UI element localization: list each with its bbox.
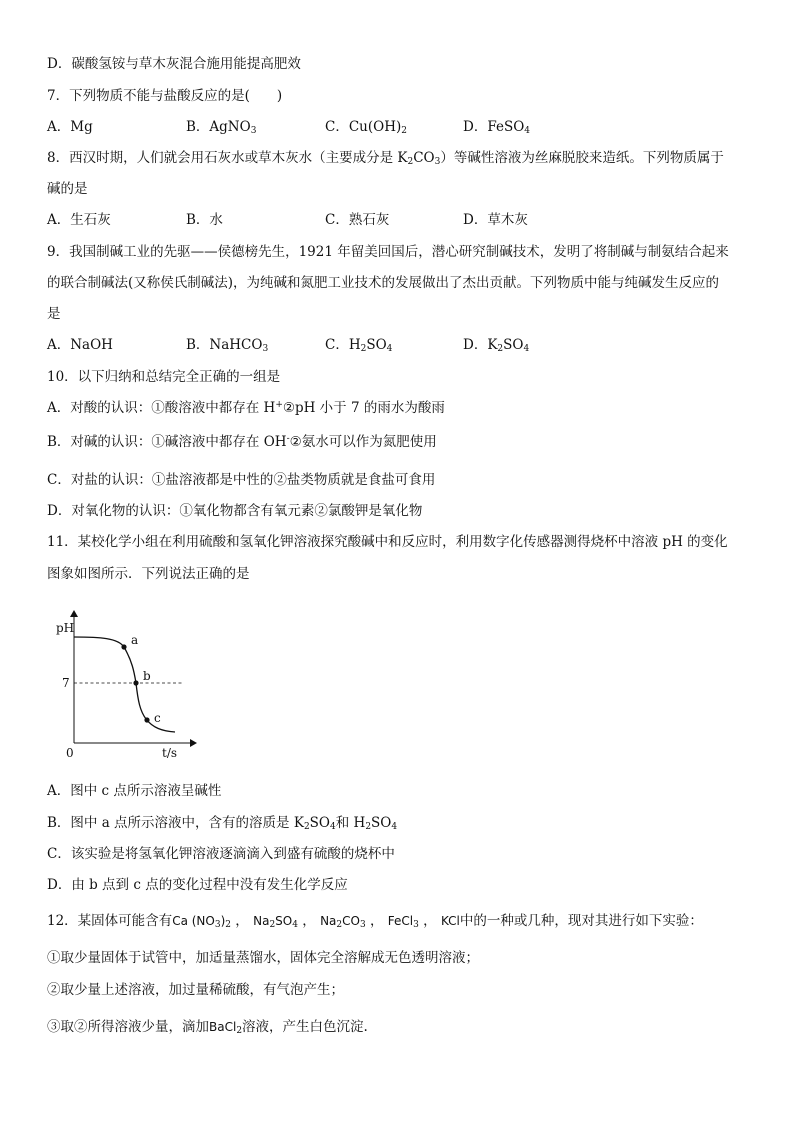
point-b-marker <box>133 680 138 685</box>
q11-option-a: A．图中 c 点所示溶液呈碱性 <box>47 783 222 799</box>
q9-option-c: C．$H_2SO_4$ <box>325 337 393 354</box>
q8-option-a: A．生石灰 <box>47 212 111 228</box>
q11-stem-line1: 11．某校化学小组在利用硫酸和氢氧化钾溶液探究酸碱中和反应时，利用数字化传感器测得烧杯中溶液 pH 的变化 <box>47 534 728 550</box>
point-a-label: a <box>131 633 139 647</box>
q9-stem-line2: 的联合制碱法(又称侯氏制碱法)，为纯碱和氮肥工业技术的发展做出了杰出贡献。下列物质中能与纯碱发生反应的 <box>47 275 720 291</box>
q11-option-c: C．该实验是将氢氧化钾溶液逐滴滴入到盛有硫酸的烧杯中 <box>47 846 395 862</box>
q7-option-c: C．$Cu(OH)_2$ <box>325 119 407 136</box>
q8-stem-line1: 8．西汉时期，人们就会用石灰水或草木灰水（主要成分是 $K_2CO_3$）等碱性溶液为丝麻脱胶来造纸。下列物质属于 <box>47 150 724 167</box>
q8-option-b: B．水 <box>186 212 223 228</box>
q12-step-2: ②取少量上述溶液，加过量稀硫酸，有气泡产生； <box>47 982 344 998</box>
q11-option-d: D．由 b 点到 c 点的变化过程中没有发生化学反应 <box>47 877 348 893</box>
q11-stem-line2: 图象如图所示．下列说法正确的是 <box>47 566 250 582</box>
point-c-marker <box>144 717 149 722</box>
ph-7-label: 7 <box>62 676 70 690</box>
origin-label: 0 <box>66 746 74 760</box>
q8-option-d: D．草木灰 <box>463 212 528 228</box>
q12-step-1: ①取少量固体于试管中，加适量蒸馏水，固体完全溶解成无色透明溶液； <box>47 950 479 966</box>
q6-option-d-text: D．碳酸氢铵与草木灰混合施用能提高肥效 <box>47 56 301 72</box>
ph-titration-graph <box>50 605 210 765</box>
q8-stem-line2: 碱的是 <box>47 181 88 197</box>
q7-option-b: B．AgNO$_3$ <box>186 119 257 136</box>
q10-stem: 10．以下归纳和总结完全正确的一组是 <box>47 369 281 385</box>
point-b-label: b <box>143 669 151 683</box>
q9-option-d: D．$K_2SO_4$ <box>463 337 530 354</box>
q9-stem-line1: 9．我国制碱工业的先驱——侯德榜先生，1921 年留美回国后，潜心研究制碱技术，发明了将制碱与制氨结合起来 <box>47 244 729 260</box>
y-axis-label: pH <box>56 621 75 635</box>
q10-option-a: A．对酸的认识：①酸溶液中都存在 H+②pH 小于 7 的雨水为酸雨 <box>47 400 445 416</box>
q7-option-d: D．FeSO$_4$ <box>463 119 530 136</box>
q10-option-b: B．对碱的认识：①碱溶液中都存在 OH-②氨水可以作为氮肥使用 <box>47 434 437 450</box>
point-a-marker <box>121 644 126 649</box>
q10-option-c: C．对盐的认识：①盐溶液都是中性的②盐类物质就是食盐可食用 <box>47 472 436 488</box>
q9-option-a: A．NaOH <box>47 337 113 353</box>
q12-stem: 12．某固体可能含有Ca $(NO_3)_2$ ， $Na_2SO_4$ ， $Na_2CO_3$ ， FeCl$_3$ ， KCl中的一种或几种，现对其进行如下实验： <box>47 913 703 930</box>
q9-stem-line3: 是 <box>47 306 61 322</box>
q11-option-b: B．图中 a 点所示溶液中，含有的溶质是 $K_2SO_4$和 $H_2SO_4$ <box>47 815 398 832</box>
q7-stem: 7．下列物质不能与盐酸反应的是( ) <box>47 88 283 104</box>
q6-option-d <box>47 54 301 74</box>
q12-step-3: ③取②所得溶液少量，滴加BaCl$_2$溶液，产生白色沉淀. <box>47 1019 368 1036</box>
q8-option-c: C．熟石灰 <box>325 212 390 228</box>
q10-option-d: D．对氧化物的认识：①氧化物都含有氧元素②氯酸钾是氧化物 <box>47 503 423 519</box>
x-axis-label: t/s <box>162 746 178 760</box>
q7-option-a: A．Mg <box>47 119 93 135</box>
point-c-label: c <box>154 711 161 725</box>
q9-option-b: B．NaHCO$_3$ <box>186 337 269 354</box>
